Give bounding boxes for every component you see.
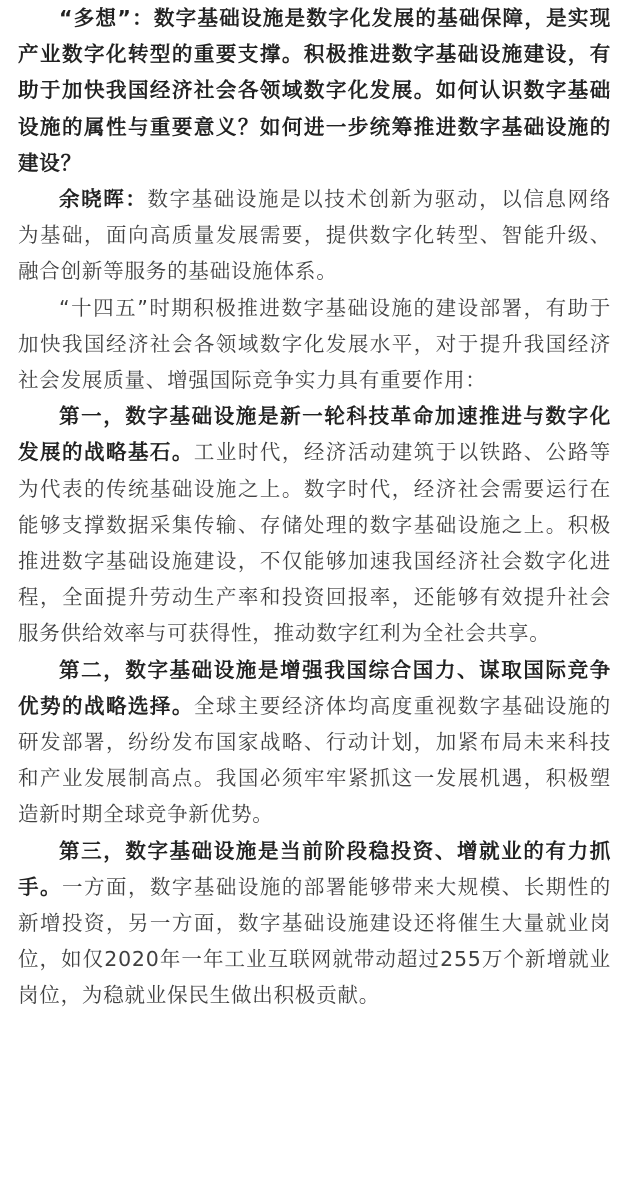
point-lead-2: 第二，数字基础设施是增强我国综合国力、谋取国际竞争优势的战略选择。: [18, 657, 611, 718]
point-text-3: 一方面，数字基础设施的部署能够带来大规模、长期性的新增投资，另一方面，数字基础设施建设还将催生大量就业岗位，如仅2020年一年工业互联网就带动超过255万个新增就业岗位，为稳就业保民生做出积极贡献。: [18, 874, 611, 1008]
intro-paragraph: “十四五”时期积极推进数字基础设施的建设部署，有助于加快我国经济社会各领域数字化发展水平，对于提升我国经济社会发展质量、增强国际竞争实力具有重要作用：: [18, 295, 611, 393]
point-lead-1: 第一，数字基础设施是新一轮科技革命加速推进与数字化发展的战略基石。: [18, 404, 611, 465]
answer-paragraph: [18, 181, 611, 290]
question-paragraph: “多想”：数字基础设施是数字化发展的基础保障，是实现产业数字化转型的重要支撑。积极推进数字基础设施建设，有助于加快我国经济社会各领域数字化发展。如何认识数字基础设施的属性与重要意义？如何进一步统筹推进数字基础设施的建设？: [18, 6, 611, 175]
point-paragraph-1: [18, 398, 611, 651]
point-lead-3: 第三，数字基础设施是当前阶段稳投资、增就业的有力抓手。: [18, 838, 611, 899]
point-paragraph-2: [18, 652, 611, 833]
point-paragraph-3: [18, 833, 611, 1014]
speaker-name: 余晓晖：: [59, 187, 148, 212]
point-text-1: 工业时代，经济活动建筑于以铁路、公路等为代表的传统基础设施之上。数字时代，经济社会需要运行在能够支撑数据采集传输、存储处理的数字基础设施之上。积极推进数字基础设施建设，不仅能够加速我国经济社会数字化进程，全面提升劳动生产率和投资回报率，还能够有效提升社会服务供给效率与可获得性，推动数字红利为全社会共享。: [18, 440, 611, 646]
answer-text: 数字基础设施是以技术创新为驱动，以信息网络为基础，面向高质量发展需要，提供数字化转型、智能升级、融合创新等服务的基础设施体系。: [18, 187, 611, 284]
point-text-2: 全球主要经济体均高度重视数字基础设施的研发部署，纷纷发布国家战略、行动计划，加紧布局未来科技和产业发展制高点。我国必须牢牢紧抓这一发展机遇，积极塑造新时期全球竞争新优势。: [18, 693, 611, 827]
